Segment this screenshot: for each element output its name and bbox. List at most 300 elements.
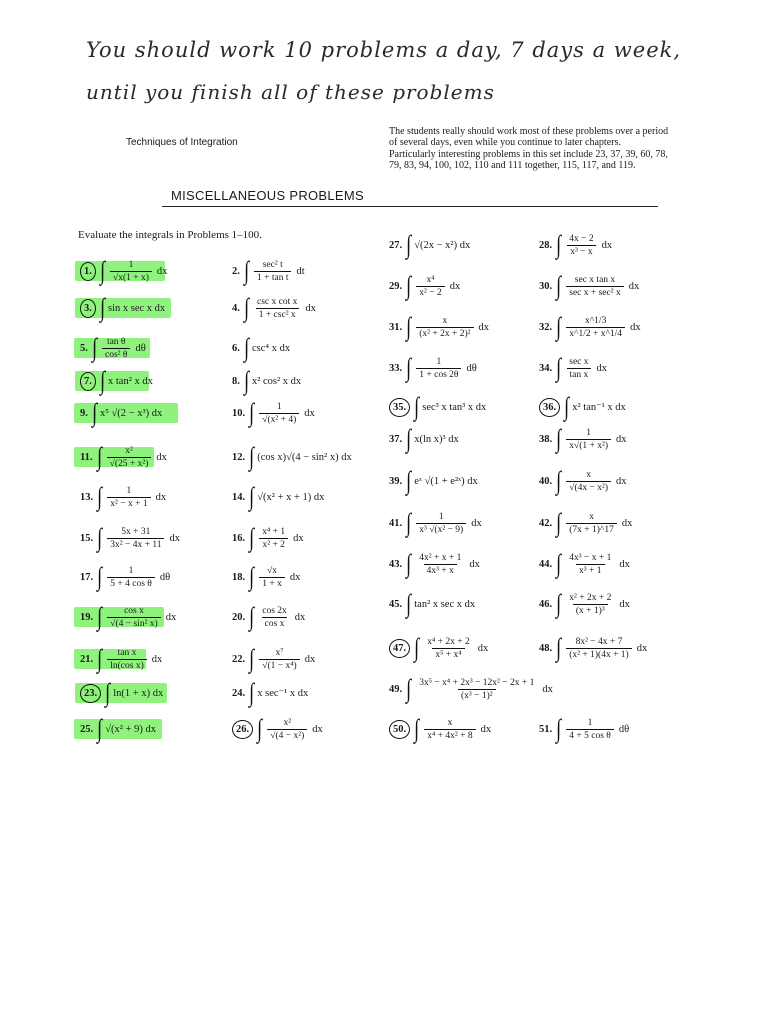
problem-12	[232, 444, 352, 470]
problem-number: 14.	[232, 491, 246, 503]
numerator: tan θ	[106, 336, 126, 347]
problem-41	[389, 510, 482, 536]
problem-number: 44.	[539, 558, 553, 570]
problem-number: 49.	[389, 683, 403, 695]
problem-38	[539, 426, 627, 452]
fraction	[566, 512, 617, 535]
integral-sign-icon: ∫	[105, 678, 111, 707]
fraction	[566, 316, 625, 339]
handwritten-note-line-1: You should work 10 problems a day, 7 days a week,	[86, 38, 682, 62]
fraction	[566, 637, 631, 660]
fraction	[416, 512, 466, 535]
denominator: √(x² + 4)	[259, 413, 299, 425]
integral-sign-icon: ∫	[97, 523, 103, 552]
problem-number: 16.	[232, 532, 246, 544]
problem-number: 6.	[232, 342, 240, 354]
integral-sign-icon: ∫	[406, 230, 412, 259]
numerator: 1	[586, 427, 591, 438]
integral-sign-icon: ∫	[414, 392, 420, 421]
integral-sign-icon: ∫	[97, 714, 103, 743]
integrand: √(2x − x²) dx	[414, 239, 471, 251]
differential: dθ	[618, 723, 630, 735]
numerator: csc x cot x	[257, 296, 298, 307]
problem-number: 35.	[389, 398, 410, 417]
numerator: 4x − 2	[569, 233, 594, 244]
numerator: x	[589, 511, 594, 522]
problem-number: 20.	[232, 611, 246, 623]
fraction	[107, 527, 164, 550]
integral-sign-icon: ∫	[91, 333, 97, 362]
integrand: x(ln x)³ dx	[414, 433, 459, 445]
integral-sign-icon: ∫	[97, 562, 103, 591]
denominator: x² − x + 1	[107, 497, 150, 509]
numerator: sec x	[569, 356, 589, 367]
problem-7	[80, 368, 153, 394]
heading-rule	[162, 206, 658, 207]
numerator: x⁷	[275, 647, 284, 658]
numerator: x	[447, 717, 453, 728]
problem-15	[80, 525, 180, 551]
denominator: x³ − x	[567, 245, 595, 257]
problem-9	[80, 400, 162, 426]
numerator: cos x	[124, 605, 144, 616]
handwritten-note-line-2: until you finish all of these problems	[86, 80, 495, 104]
denominator: x³ √(x² − 9)	[416, 523, 466, 535]
problem-27	[389, 232, 470, 258]
fraction	[259, 566, 285, 589]
fraction	[254, 297, 300, 320]
problem-8	[232, 368, 301, 394]
problem-number: 40.	[539, 475, 553, 487]
numerator: sec x tan x	[574, 274, 616, 285]
integrand: (cos x)√(4 − sin² x) dx	[257, 451, 352, 463]
denominator: 5 + 4 cos θ	[107, 577, 155, 589]
problem-5	[80, 335, 146, 361]
problem-number: 7.	[80, 372, 96, 391]
differential: dx	[294, 611, 306, 623]
denominator: (x³ − 1)²	[458, 689, 496, 701]
problem-number: 41.	[389, 517, 403, 529]
fraction	[267, 718, 307, 741]
problem-28	[539, 232, 612, 258]
integrand: sec³ x tan³ x dx	[422, 401, 487, 413]
page-heading: MISCELLANEOUS PROBLEMS	[171, 188, 364, 203]
integrand: ln(1 + x) dx	[113, 687, 164, 699]
problem-40	[539, 468, 627, 494]
integrand: eˣ √(1 + e²ˣ) dx	[414, 475, 478, 487]
denominator: √x(1 + x)	[110, 271, 152, 283]
problem-35	[389, 394, 486, 420]
numerator: 1	[587, 717, 593, 728]
integral-sign-icon: ∫	[91, 398, 97, 427]
problem-number: 18.	[232, 571, 246, 583]
problem-50	[389, 716, 491, 742]
integrand: √(x² + 9) dx	[105, 723, 156, 735]
integral-sign-icon: ∫	[99, 256, 105, 285]
problem-number: 17.	[80, 571, 94, 583]
denominator: (x + 1)³	[573, 604, 608, 616]
integrand: √(x² + x + 1) dx	[257, 491, 325, 503]
problem-20	[232, 604, 305, 630]
denominator: 4 + 5 cos θ	[566, 729, 614, 741]
integral-sign-icon: ∫	[406, 674, 412, 703]
problem-number: 5.	[80, 342, 88, 354]
integrand: csc⁴ x dx	[252, 342, 291, 354]
integral-sign-icon: ∫	[97, 644, 103, 673]
denominator: 3x² − 4x + 11	[107, 538, 164, 550]
problem-13	[80, 484, 166, 510]
numerator: x⁴ + 2x + 2	[427, 636, 470, 647]
denominator: x⁴ + 4x² + 8	[424, 729, 475, 741]
fraction	[102, 337, 130, 360]
integral-sign-icon: ∫	[249, 562, 255, 591]
differential: dx	[156, 265, 168, 277]
numerator: 5x + 31	[121, 526, 151, 537]
problem-number: 45.	[389, 598, 403, 610]
differential: dx	[471, 517, 482, 529]
problem-3	[80, 295, 165, 321]
problem-31	[389, 314, 489, 340]
problem-11	[80, 444, 167, 470]
integral-sign-icon: ∫	[249, 482, 255, 511]
numerator: √x	[267, 565, 278, 576]
problem-number: 47.	[389, 639, 410, 658]
differential: dθ	[159, 571, 171, 583]
numerator: x²	[283, 717, 292, 728]
integrand: tan² x sec x dx	[414, 598, 476, 610]
integral-sign-icon: ∫	[556, 424, 562, 453]
problem-number: 29.	[389, 280, 403, 292]
integral-sign-icon: ∫	[556, 714, 562, 743]
denominator: x⁵ + x⁴	[432, 648, 464, 660]
instructions: Evaluate the integrals in Problems 1–100.	[78, 229, 262, 241]
denominator: 1 + x	[259, 577, 285, 589]
differential: dx	[636, 642, 648, 654]
numerator: 1	[436, 356, 442, 367]
problem-number: 8.	[232, 375, 240, 387]
problem-number: 1.	[80, 262, 96, 281]
fraction	[416, 275, 444, 298]
integral-sign-icon: ∫	[249, 644, 255, 673]
fraction	[259, 648, 299, 671]
integral-sign-icon: ∫	[406, 549, 412, 578]
differential: dx	[165, 611, 177, 623]
differential: dt	[296, 265, 305, 277]
integral-sign-icon: ∫	[556, 353, 562, 382]
numerator: cos 2x	[262, 605, 287, 616]
problem-number: 43.	[389, 558, 403, 570]
problem-number: 23.	[80, 684, 101, 703]
problem-4	[232, 295, 316, 321]
integral-sign-icon: ∫	[406, 508, 412, 537]
problem-36	[539, 394, 626, 420]
differential: dx	[616, 475, 627, 487]
integral-sign-icon: ∫	[556, 271, 562, 300]
numerator: x^1/3	[584, 315, 607, 326]
denominator: √(4 − x²)	[267, 729, 307, 741]
denominator: x² − 2	[416, 286, 444, 298]
numerator: 1	[438, 511, 444, 522]
fraction	[110, 260, 152, 283]
problem-number: 10.	[232, 407, 246, 419]
integral-sign-icon: ∫	[97, 602, 103, 631]
denominator: 1 + tan t	[254, 271, 291, 283]
differential: dx	[155, 491, 167, 503]
integral-sign-icon: ∫	[414, 633, 420, 662]
integral-sign-icon: ∫	[406, 466, 412, 495]
numerator: x	[586, 469, 591, 480]
integral-sign-icon: ∫	[406, 589, 412, 618]
problem-number: 33.	[389, 362, 403, 374]
differential: dx	[312, 723, 323, 735]
problem-number: 37.	[389, 433, 403, 445]
denominator: 1 + cos 2θ	[416, 368, 461, 380]
fraction	[566, 357, 591, 380]
integral-sign-icon: ∫	[406, 271, 412, 300]
problem-number: 19.	[80, 611, 94, 623]
integrand: x tan² x dx	[108, 375, 153, 387]
fraction	[107, 566, 155, 589]
differential: dx	[304, 407, 315, 419]
integral-sign-icon: ∫	[406, 312, 412, 341]
differential: dx	[478, 321, 489, 333]
integral-sign-icon: ∫	[414, 714, 420, 743]
problem-number: 46.	[539, 598, 553, 610]
differential: dx	[469, 558, 480, 570]
integral-sign-icon: ∫	[249, 602, 255, 631]
differential: dθ	[466, 362, 477, 374]
integral-sign-icon: ∫	[564, 392, 570, 421]
problem-number: 51.	[539, 723, 553, 735]
integral-sign-icon: ∫	[406, 424, 412, 453]
denominator: x√(1 + x²)	[566, 439, 611, 451]
denominator: (7x + 1)^17	[566, 523, 617, 535]
integral-sign-icon: ∫	[556, 589, 562, 618]
fraction	[566, 234, 596, 257]
problem-number: 39.	[389, 475, 403, 487]
differential: dx	[289, 571, 301, 583]
problem-45	[389, 591, 475, 617]
problem-37	[389, 426, 459, 452]
fraction	[424, 718, 475, 741]
integral-sign-icon: ∫	[249, 678, 255, 707]
integral-sign-icon: ∫	[257, 714, 263, 743]
problem-29	[389, 273, 460, 299]
denominator: x² + 2	[259, 538, 287, 550]
problem-24	[232, 680, 308, 706]
fraction	[566, 718, 614, 741]
fraction	[416, 316, 473, 339]
fraction	[566, 275, 623, 298]
differential: dx	[480, 723, 492, 735]
problem-44	[539, 551, 630, 577]
fraction	[254, 260, 291, 283]
fraction	[107, 486, 150, 509]
problem-number: 34.	[539, 362, 553, 374]
problem-19	[80, 604, 176, 630]
numerator: x	[442, 315, 448, 326]
integral-sign-icon: ∫	[243, 366, 249, 395]
denominator: 4x³ + x	[424, 564, 457, 576]
problem-number: 50.	[389, 720, 410, 739]
fraction	[424, 637, 473, 660]
fraction	[107, 606, 160, 629]
problem-51	[539, 716, 629, 742]
problem-10	[232, 400, 315, 426]
section-label: Techniques of Integration	[126, 137, 238, 148]
fraction	[566, 428, 611, 451]
fraction	[416, 553, 464, 576]
differential: dx	[601, 239, 613, 251]
integrand: x sec⁻¹ x dx	[257, 688, 309, 699]
integral-sign-icon: ∫	[556, 312, 562, 341]
problem-34	[539, 355, 607, 381]
problem-number: 11.	[80, 451, 93, 463]
differential: dx	[619, 558, 630, 570]
problem-number: 38.	[539, 433, 553, 445]
differential: dx	[169, 532, 180, 544]
differential: dx	[304, 653, 316, 665]
fraction	[259, 402, 299, 425]
instructor-note: The students really should work most of these problems over a period of several days, even while you continue to later chapters. Particularly interesting problems in this set include 23, 37, 39, 60, 78, 79, 83, 94, 100, 102, 110 and 111 together, 115, 117, and 119.	[389, 126, 669, 171]
problem-number: 9.	[80, 407, 88, 419]
integral-sign-icon: ∫	[243, 333, 249, 362]
denominator: √(1 − x⁴)	[259, 659, 299, 671]
problem-number: 21.	[80, 653, 94, 665]
problem-18	[232, 564, 300, 590]
numerator: x²	[125, 445, 133, 456]
integral-sign-icon: ∫	[556, 466, 562, 495]
numerator: 1	[128, 565, 134, 576]
differential: dx	[621, 517, 633, 529]
integrand: x² cos² x dx	[252, 375, 302, 387]
fraction	[566, 470, 611, 493]
problem-46	[539, 591, 630, 617]
problem-number: 48.	[539, 642, 553, 654]
problem-number: 15.	[80, 532, 94, 544]
integral-sign-icon: ∫	[99, 293, 105, 322]
numerator: 4x³ − x + 1	[569, 552, 612, 563]
problem-22	[232, 646, 315, 672]
problem-2	[232, 258, 305, 284]
integral-sign-icon: ∫	[406, 353, 412, 382]
denominator: x^1/2 + x^1/4	[566, 327, 625, 339]
problem-number: 13.	[80, 491, 94, 503]
problem-number: 3.	[80, 299, 96, 318]
denominator: 1 + csc² x	[256, 308, 299, 320]
numerator: x⁴ + 1	[262, 526, 286, 537]
denominator: cos x	[262, 617, 288, 629]
denominator: √(4x − x²)	[566, 481, 611, 493]
denominator: √(4 − sin² x)	[107, 617, 160, 629]
numerator: sec² t	[262, 259, 283, 270]
problem-number: 26.	[232, 720, 253, 739]
numerator: 1	[126, 485, 132, 496]
problem-1	[80, 258, 167, 284]
differential: dx	[293, 532, 304, 544]
problem-number: 30.	[539, 280, 553, 292]
problem-32	[539, 314, 641, 340]
integrand: x² tan⁻¹ x dx	[572, 402, 626, 413]
denominator: (x² + 1)(4x + 1)	[566, 648, 631, 660]
problem-6	[232, 335, 290, 361]
integral-sign-icon: ∫	[97, 482, 103, 511]
problem-39	[389, 468, 478, 494]
integral-sign-icon: ∫	[243, 256, 249, 285]
differential: dx	[542, 683, 553, 695]
integral-sign-icon: ∫	[556, 549, 562, 578]
fraction	[259, 606, 290, 629]
integrand: sin x sec x dx	[108, 302, 166, 314]
problem-16	[232, 525, 304, 551]
denominator: ln(cos x)	[107, 659, 147, 671]
numerator: x⁴	[426, 274, 435, 285]
integral-sign-icon: ∫	[249, 442, 255, 471]
fraction	[566, 593, 614, 616]
integral-sign-icon: ∫	[243, 293, 249, 322]
differential: dx	[596, 362, 608, 374]
denominator: sec x + sec² x	[566, 286, 623, 298]
differential: dθ	[135, 342, 146, 354]
numerator: 1	[276, 401, 282, 412]
integral-sign-icon: ∫	[556, 230, 562, 259]
denominator: tan x	[567, 368, 592, 380]
problem-23	[80, 680, 163, 706]
problem-48	[539, 635, 647, 661]
problem-number: 27.	[389, 239, 403, 251]
problem-number: 25.	[80, 723, 94, 735]
denominator: cos² θ	[102, 348, 130, 360]
problem-number: 24.	[232, 687, 246, 699]
problem-number: 36.	[539, 398, 560, 417]
problem-25	[80, 716, 156, 742]
problem-number: 22.	[232, 653, 246, 665]
problem-number: 31.	[389, 321, 403, 333]
integral-sign-icon: ∫	[249, 523, 255, 552]
problem-43	[389, 551, 480, 577]
integral-sign-icon: ∫	[249, 398, 255, 427]
fraction	[566, 553, 614, 576]
denominator: √(25 + x²)	[107, 457, 152, 469]
problem-number: 12.	[232, 451, 246, 463]
integrand: x⁵ √(2 − x³) dx	[100, 407, 163, 419]
fraction	[416, 357, 461, 380]
problem-42	[539, 510, 632, 536]
problem-33	[389, 355, 477, 381]
problem-number: 28.	[539, 239, 553, 251]
differential: dx	[305, 302, 316, 314]
numerator: 8x² − 4x + 7	[575, 636, 623, 647]
differential: dx	[449, 280, 461, 292]
differential: dx	[156, 451, 167, 463]
problem-30	[539, 273, 639, 299]
denominator: (x² + 2x + 2)²	[416, 327, 473, 339]
integral-sign-icon: ∫	[96, 442, 102, 471]
differential: dx	[616, 433, 627, 445]
differential: dx	[628, 280, 640, 292]
fraction	[107, 648, 147, 671]
differential: dx	[151, 653, 163, 665]
problem-14	[232, 484, 324, 510]
problem-number: 42.	[539, 517, 553, 529]
numerator: x² + 2x + 2	[569, 592, 612, 603]
numerator: 4x² + x + 1	[419, 552, 462, 563]
problem-47	[389, 635, 488, 661]
differential: dx	[630, 321, 641, 333]
differential: dx	[477, 642, 489, 654]
problem-26	[232, 716, 323, 742]
problem-17	[80, 564, 170, 590]
